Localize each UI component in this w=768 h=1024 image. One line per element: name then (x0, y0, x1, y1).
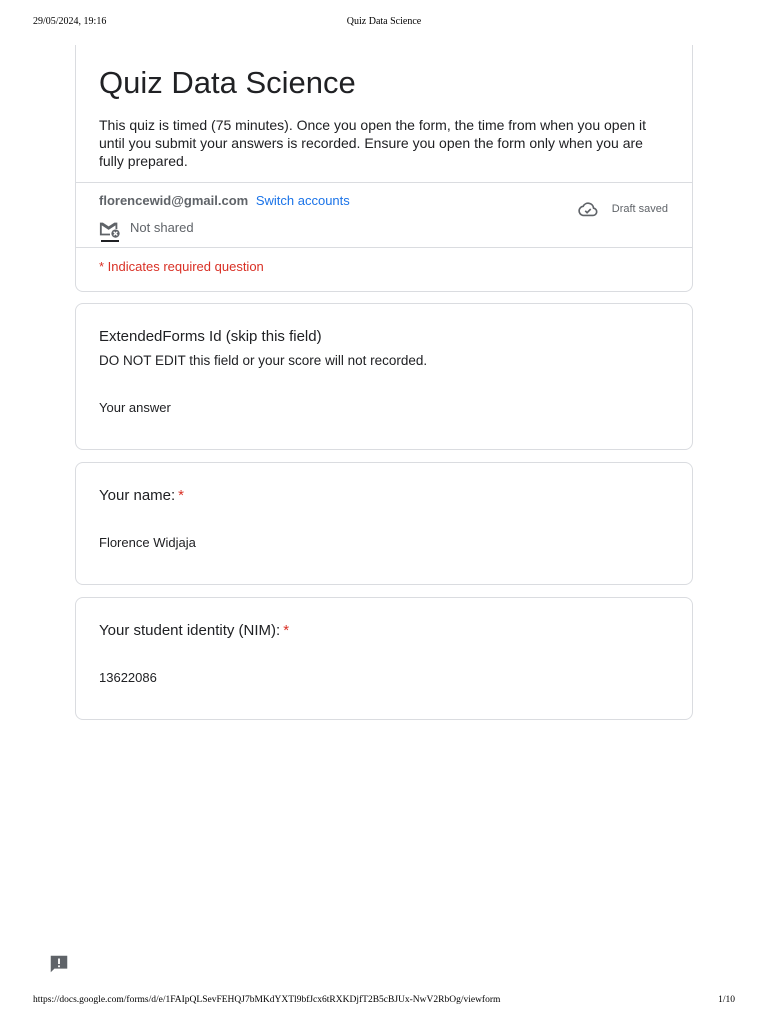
form-title: Quiz Data Science (99, 65, 356, 100)
print-url: https://docs.google.com/forms/d/e/1FAIpQLSevFEHQJ7bMKdYXTl9bfJcx6tRXKDjfT2B5cBJUx-NwV2RbOg/viewform (33, 995, 501, 1005)
question-card (75, 597, 693, 720)
question-title-text: Your student identity (NIM): (99, 622, 281, 639)
cloud-done-icon (576, 198, 600, 220)
print-header (0, 16, 768, 30)
divider (76, 247, 692, 248)
question-title (99, 622, 289, 639)
draft-status (612, 203, 668, 215)
switch-accounts-link[interactable]: Switch accounts (255, 193, 350, 208)
name-input[interactable]: Florence Widjaja (99, 535, 196, 550)
draft-status-label: Draft saved (611, 203, 668, 215)
not-shared-label: Not shared (130, 220, 194, 235)
question-title-text: Your name: (99, 487, 176, 504)
question-title: ExtendedForms Id (skip this field) (99, 328, 322, 345)
print-date: 29/05/2024, 19:16 (33, 16, 107, 27)
divider (76, 182, 692, 183)
required-star: * (178, 487, 185, 504)
page-number: 1/10 (718, 995, 735, 1005)
account-email: florencewid@gmail.com (99, 193, 249, 208)
question-card (75, 462, 693, 585)
question-card (75, 303, 693, 450)
not-shared-underline (101, 240, 119, 242)
account-info (99, 193, 350, 208)
form-description: This quiz is timed (75 minutes). Once you open the form, the time from when you open it until you submit your answers is recorded. Ensure you open the form only when you are fully prepared. (99, 117, 647, 169)
form-header-card (75, 45, 693, 292)
feedback-icon[interactable] (48, 953, 70, 975)
required-note: * Indicates required question (99, 259, 264, 274)
question-title (99, 487, 184, 504)
question-description: DO NOT EDIT this field or your score will not recorded. (99, 353, 428, 368)
answer-input[interactable]: Your answer (99, 400, 171, 415)
print-title: Quiz Data Science (346, 16, 422, 27)
nim-input[interactable]: 13622086 (99, 670, 157, 685)
mail-blocked-icon (99, 218, 121, 240)
required-star: * (283, 622, 290, 639)
